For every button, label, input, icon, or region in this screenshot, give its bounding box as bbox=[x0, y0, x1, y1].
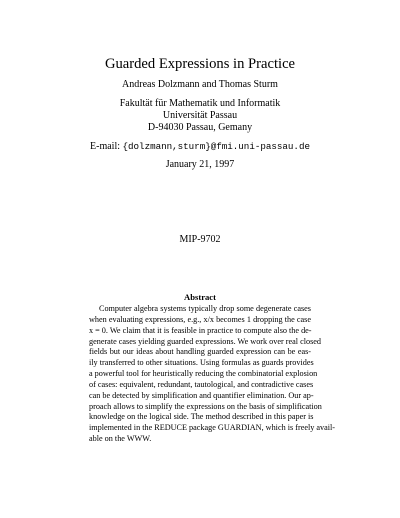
affiliation-university: Universität Passau bbox=[162, 110, 238, 121]
email-label: E-mail: bbox=[90, 141, 123, 152]
affiliation-address: D-94030 Passau, Gemany bbox=[147, 122, 253, 133]
abstract-line: able on the WWW. bbox=[89, 434, 152, 444]
email-line bbox=[0, 142, 400, 152]
paper-title: Guarded Expressions in Practice bbox=[104, 56, 296, 72]
report-number: MIP-9702 bbox=[179, 234, 221, 245]
abstract-line: knowledge on the logical side. The method described in this paper is bbox=[89, 412, 314, 422]
paper-authors: Andreas Dolzmann and Thomas Sturm bbox=[122, 79, 278, 90]
abstract-line: ily transferred to other situations. Using formulas as guards provides bbox=[89, 358, 314, 368]
abstract-line: can be detected by simplification and quantifier elimination. Our ap- bbox=[89, 390, 314, 400]
abstract-line: of cases: equivalent, redundant, tautological, and contradictive cases bbox=[89, 379, 314, 389]
abstract-line: when evaluating expressions, e.g., x/x becomes 1 dropping the case bbox=[89, 314, 311, 324]
abstract-line: Computer algebra systems typically drop some degenerate cases bbox=[99, 304, 311, 313]
abstract-line: x = 0. We claim that it is feasible in practice to compute also the de- bbox=[89, 325, 312, 335]
abstract-line: generate cases yielding guarded expressions. We work over real closed bbox=[89, 336, 321, 346]
email-address: {dolzmann,sturm}@fmi.uni-passau.de bbox=[122, 141, 310, 152]
abstract-body bbox=[89, 304, 336, 445]
abstract-line: a powerful tool for heuristically reducing the combinatorial explosion bbox=[89, 369, 318, 379]
abstract-line: proach allows to simplify the expressions on the basis of simplification bbox=[89, 401, 322, 411]
abstract-heading: Abstract bbox=[184, 292, 216, 302]
abstract-line: fields but our ideas about handling guarded expression can be eas- bbox=[89, 347, 311, 357]
affiliation-faculty: Fakultät für Mathematik und Informatik bbox=[119, 98, 281, 109]
abstract-line: implemented in the REDUCE package GUARDIAN, which is freely avail- bbox=[89, 423, 336, 433]
paper-date: January 21, 1997 bbox=[165, 159, 235, 170]
